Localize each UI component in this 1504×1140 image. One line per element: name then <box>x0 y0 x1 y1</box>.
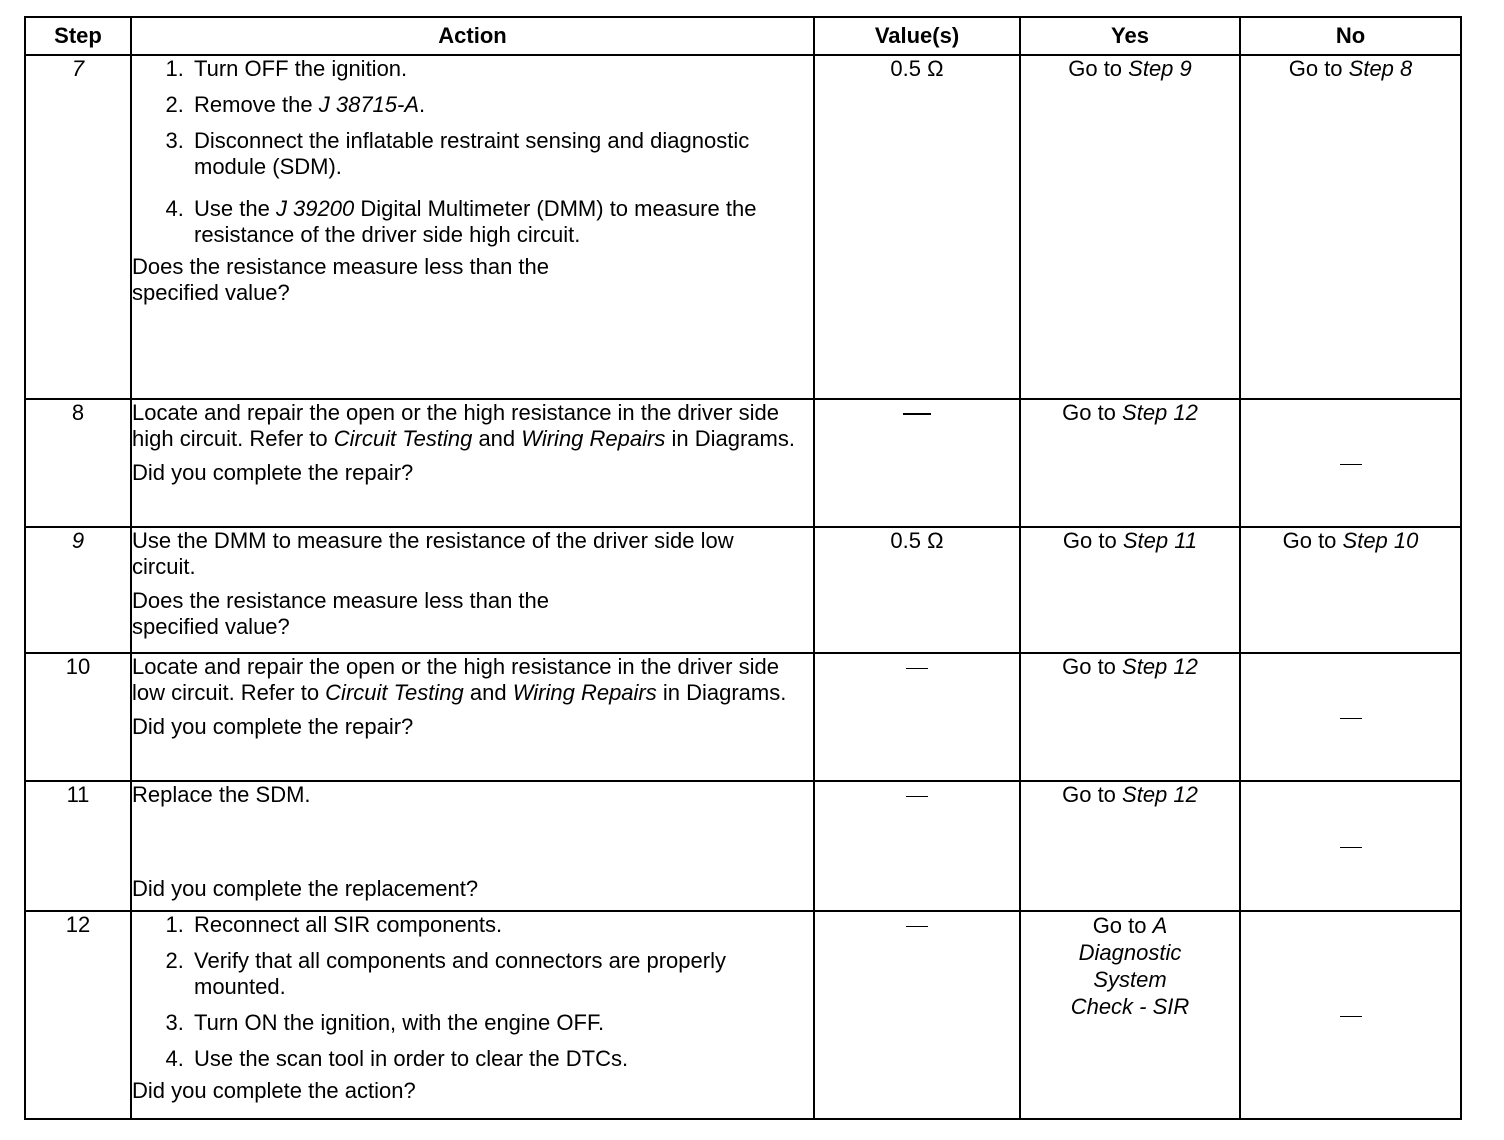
question-text: Did you complete the repair? <box>132 460 414 485</box>
list-item: 3. Disconnect the inflatable restraint sensing and diagnostic module (SDM). <box>190 128 813 180</box>
question-text: Does the resistance measure less than the specified value? <box>132 588 550 639</box>
tool-reference: J 38715-A <box>318 92 420 117</box>
no-cell <box>1240 399 1461 527</box>
step-number: 9 <box>25 527 131 653</box>
list-item: 2. Remove the J 38715-A. <box>190 92 813 118</box>
value-cell: 0.5 Ω <box>814 527 1020 653</box>
dash-mark <box>1340 1016 1362 1017</box>
question-text: Did you complete the replacement? <box>132 876 479 901</box>
reference-link[interactable]: Wiring Repairs <box>521 426 666 451</box>
dash-mark <box>903 413 931 415</box>
table-row-step-7 <box>25 55 1461 399</box>
table-row-step-9 <box>25 527 1461 653</box>
question-text: Does the resistance measure less than the specified value? <box>132 254 550 305</box>
header-row <box>25 17 1461 55</box>
list-item: 1. Turn OFF the ignition. <box>190 56 813 82</box>
step-number: 10 <box>25 653 131 781</box>
question-text: Did you complete the action? <box>132 1078 416 1103</box>
value-cell: 0.5 Ω <box>814 55 1020 399</box>
header-step: Step <box>25 17 131 55</box>
step-link[interactable]: Step 12 <box>1122 782 1198 807</box>
table-row-step-10 <box>25 653 1461 781</box>
action-text: Replace the SDM. <box>132 782 311 807</box>
table-row-step-11 <box>25 781 1461 911</box>
action-text: Locate and repair the open or the high resistance in the driver side low circuit. Refer to Circuit Testing and Wiring Repairs in Diagrams. <box>132 654 787 705</box>
dash-mark <box>906 668 928 669</box>
list-item: 1. Reconnect all SIR components. <box>190 912 813 938</box>
action-list <box>132 912 813 1072</box>
no-cell: Go to Step 8 <box>1240 55 1461 399</box>
action-cell <box>131 527 814 653</box>
step-number: 8 <box>25 399 131 527</box>
action-cell <box>131 911 814 1119</box>
step-link[interactable]: A Diagnostic System Check - SIR <box>1070 913 1190 1019</box>
dash-mark <box>1340 718 1362 719</box>
step-number: 11 <box>25 781 131 911</box>
step-link[interactable]: Step 8 <box>1348 56 1413 81</box>
tool-reference: J 39200 <box>275 196 355 221</box>
yes-cell: Go to Step 9 <box>1020 55 1240 399</box>
reference-link[interactable]: Circuit Testing <box>325 680 464 705</box>
action-cell <box>131 55 814 399</box>
yes-cell: Go to A Diagnostic System Check - SIR <box>1020 911 1240 1119</box>
table-row-step-12 <box>25 911 1461 1119</box>
action-cell <box>131 781 814 911</box>
list-item: 4. Use the J 39200 Digital Multimeter (DMM) to measure the resistance of the driver side high circuit. <box>190 196 813 248</box>
step-link[interactable]: Step 12 <box>1122 400 1198 425</box>
yes-cell: Go to Step 12 <box>1020 399 1240 527</box>
value-cell <box>814 911 1020 1119</box>
table-row-step-8 <box>25 399 1461 527</box>
no-cell <box>1240 653 1461 781</box>
action-text: Use the DMM to measure the resistance of the driver side low circuit. <box>132 528 734 579</box>
yes-cell: Go to Step 11 <box>1020 527 1240 653</box>
step-link[interactable]: Step 11 <box>1122 528 1198 553</box>
value-cell <box>814 399 1020 527</box>
dash-mark <box>906 796 928 797</box>
reference-link[interactable]: Circuit Testing <box>333 426 473 451</box>
dash-mark <box>1340 847 1362 848</box>
step-link[interactable]: Step 9 <box>1128 56 1192 81</box>
header-yes: Yes <box>1020 17 1240 55</box>
action-list <box>132 56 813 258</box>
action-cell <box>131 399 814 527</box>
yes-cell: Go to Step 12 <box>1020 653 1240 781</box>
no-cell <box>1240 911 1461 1119</box>
question-text: Did you complete the repair? <box>132 714 414 739</box>
reference-link[interactable]: Wiring Repairs <box>512 680 657 705</box>
step-link[interactable]: Step 12 <box>1122 654 1198 679</box>
yes-cell: Go to Step 12 <box>1020 781 1240 911</box>
header-values: Value(s) <box>814 17 1020 55</box>
step-link[interactable]: Step 10 <box>1342 528 1419 553</box>
step-number: 7 <box>25 55 131 399</box>
header-no: No <box>1240 17 1461 55</box>
dash-mark <box>1340 464 1362 465</box>
dash-mark <box>906 926 928 927</box>
value-cell <box>814 653 1020 781</box>
diagnostic-table <box>24 16 1462 1120</box>
list-item: 2. Verify that all components and connectors are properly mounted. <box>190 948 734 1000</box>
list-item: 4. Use the scan tool in order to clear the DTCs. <box>190 1046 813 1072</box>
list-item: 3. Turn ON the ignition, with the engine OFF. <box>190 1010 813 1036</box>
value-cell <box>814 781 1020 911</box>
action-cell <box>131 653 814 781</box>
no-cell: Go to Step 10 <box>1240 527 1461 653</box>
step-number: 12 <box>25 911 131 1119</box>
header-action: Action <box>131 17 814 55</box>
action-text: Locate and repair the open or the high resistance in the driver side high circuit. Refer to Circuit Testing and Wiring Repairs in Diagrams. <box>132 400 795 451</box>
no-cell <box>1240 781 1461 911</box>
